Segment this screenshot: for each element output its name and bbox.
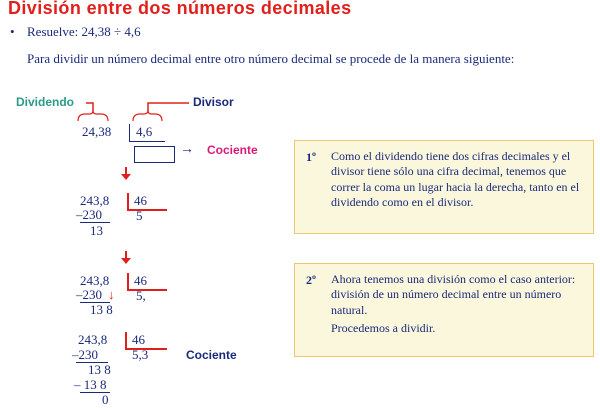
- step2-quotient: 5,: [136, 288, 146, 303]
- step2-dividend: 243,8: [80, 273, 110, 288]
- step3-quotient: 5,3: [132, 347, 149, 362]
- divisor-label: Divisor: [193, 95, 234, 109]
- step2-remainder: 13 8: [90, 302, 113, 317]
- step0-divisor: 4,6: [136, 124, 153, 139]
- step3-final: 0: [102, 392, 109, 407]
- step1-division-underline: [127, 209, 167, 211]
- step3-divisor: 46: [132, 332, 145, 347]
- explanation-box-2: [294, 263, 594, 357]
- box2-number: 2º: [306, 273, 316, 287]
- down-arrow-icon: [120, 167, 132, 181]
- step1-divisor: 46: [134, 193, 147, 208]
- step1-division-bar: [127, 193, 129, 210]
- quotient-box: [134, 146, 175, 163]
- cociente-final-label: Cociente: [186, 348, 237, 362]
- arrow-right-icon: →: [180, 142, 194, 157]
- step1-subtract: –230: [76, 207, 102, 222]
- step3-dividend: 243,8: [78, 332, 108, 347]
- step0-division-underline: [129, 141, 165, 142]
- step2-division-bar: [127, 273, 129, 290]
- exercise-statement: Resuelve: 24,38 ÷ 4,6: [27, 24, 141, 39]
- step3-division-bar: [125, 332, 127, 349]
- step1-remainder: 13: [90, 223, 103, 238]
- box1-text: Como el dividendo tiene dos cifras decimales y el divisor tiene sólo una cifra decimal, tenemos que correr la coma un lugar hacia la derecha, tanto en el dividendo como en el divisor.: [331, 149, 580, 209]
- cociente-label: Cociente: [207, 143, 258, 157]
- box2-text: Ahora tenemos una división como el caso anterior: división de un número decimal entre un número natural.: [331, 272, 576, 317]
- page-title: División entre dos números decimales: [8, 0, 352, 18]
- step3-remainder: 13 8: [88, 362, 111, 377]
- step0-dividend: 24,38: [82, 124, 112, 139]
- down-arrow-icon-2: [120, 251, 132, 265]
- box2-text2: Procedemos a dividir.: [331, 321, 436, 335]
- explanation-box-1: [294, 140, 594, 234]
- step1-quotient: 5: [136, 208, 143, 223]
- box1-number: 1º: [306, 150, 316, 164]
- step2-division-underline: [127, 289, 167, 291]
- step2-divisor: 46: [134, 273, 147, 288]
- step0-division-bar: [129, 124, 130, 142]
- intro-text: Para dividir un número decimal entre otro número decimal se procede de la manera siguiente:: [27, 51, 515, 66]
- step2-subtract: –230: [76, 287, 102, 302]
- step2-bring-down-icon: ↓: [108, 287, 115, 302]
- step1-dividend: 243,8: [80, 193, 110, 208]
- step3-subtract: –230: [72, 347, 98, 362]
- bullet: •: [10, 24, 15, 39]
- step3-subtract2: – 13 8: [74, 377, 107, 392]
- dividendo-label: Dividendo: [16, 95, 75, 109]
